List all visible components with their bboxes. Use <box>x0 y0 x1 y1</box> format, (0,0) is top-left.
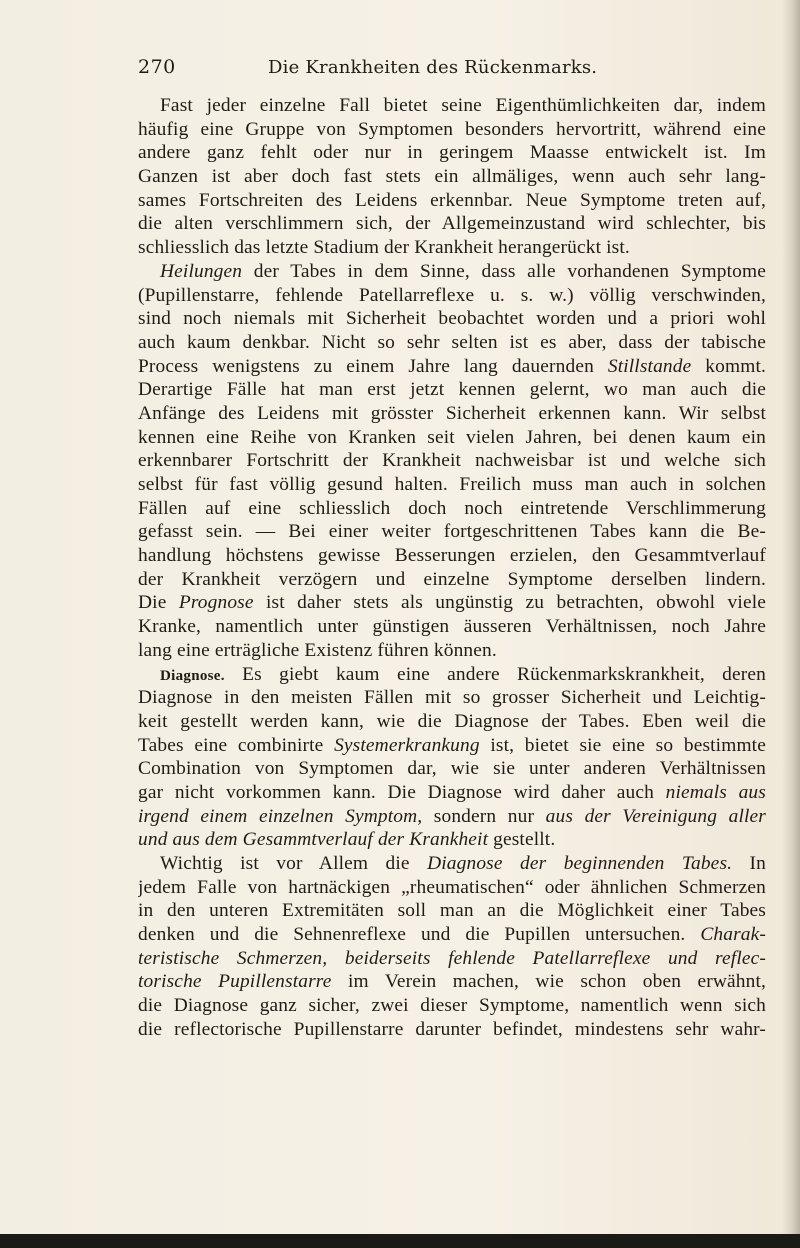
text-line: Ganzen ist aber doch fast stets ein allmäliges, wenn auch sehr lang- <box>138 166 766 188</box>
text-line: Fast jeder einzelne Fall bietet seine Eigenthümlichkeiten dar, indem <box>160 95 766 116</box>
text-line: gefasst sein. — Bei einer weiter fortgeschrittenen Tabes kann die Be- <box>138 521 766 543</box>
italic-term: teristische Schmerzen, beiderseits fehlende Patellarreflexe und reflec- <box>138 947 766 969</box>
body-text <box>138 94 766 1042</box>
text-line: kennen eine Reihe von Kranken seit vielen Jahren, bei denen kaum ein <box>138 426 766 448</box>
text-line: und aus dem Gesammtverlauf der Krankheit gestellt. <box>138 829 556 851</box>
text-line: andere ganz fehlt oder nur in geringem Maasse entwickelt ist. Im <box>138 142 766 164</box>
text-line: (Pupillenstarre, fehlende Patellarreflexe u. s. w.) völlig verschwinden, <box>138 284 766 306</box>
page-number: 270 <box>138 56 176 78</box>
italic-term: Systemerkrankung <box>334 734 480 756</box>
text-line: erkennbarer Fortschritt der Krankheit nachweisbar ist und welche sich <box>138 450 766 472</box>
text-line <box>138 947 766 971</box>
text-line: irgend einem einzelnen Symptom, sondern nur aus der Vereinigung aller <box>138 805 766 827</box>
page-header <box>138 56 778 82</box>
italic-term: torische Pupillenstarre <box>138 971 332 993</box>
text-line: Diagnose in den meisten Fällen mit so grosser Sicherheit und Leichtig- <box>138 687 766 709</box>
scan-bottom-border <box>0 1234 800 1248</box>
text-line: auch kaum denkbar. Nicht so sehr selten ist es aber, dass der tabische <box>138 331 766 353</box>
text-line: denken und die Sehnenreflexe und die Pupillen untersuchen. Charak- <box>138 924 766 946</box>
italic-term: aus der Vereinigung aller <box>545 805 766 827</box>
italic-term: niemals aus <box>665 781 766 803</box>
running-title: Die Krankheiten des Rückenmarks. <box>268 57 598 78</box>
italic-term: und aus dem Gesammtverlauf der Krankheit <box>138 829 489 851</box>
text-line: gar nicht vorkommen kann. Die Diagnose wird daher auch niemals aus <box>138 781 766 803</box>
text-line: Process wenigstens zu einem Jahre lang dauernden Stillstande kommt. <box>138 355 766 377</box>
text-line: der Krankheit verzögern und einzelne Symptome derselben lindern. <box>138 568 766 590</box>
paragraph-early-diagnosis <box>138 852 766 1042</box>
paragraph-course <box>138 94 766 260</box>
paragraph-prognosis <box>138 260 766 663</box>
text-line: jedem Falle von hartnäckigen „rheumatischen“ oder ähnlichen Schmerzen <box>138 876 766 898</box>
text-line: Anfänge des Leidens mit grösster Sicherheit erkennen kann. Wir selbst <box>138 402 766 424</box>
text-line: keit gestellt werden kann, wie die Diagnose der Tabes. Eben weil die <box>138 710 766 732</box>
text-line: häufig eine Gruppe von Symptomen besonders hervortritt, während eine <box>138 118 766 140</box>
italic-term: Stillstande <box>607 355 692 377</box>
text-line: die Diagnose ganz sicher, zwei dieser Symptome, namentlich wenn sich <box>138 995 766 1017</box>
italic-term: Prognose <box>178 592 254 614</box>
text-line: selbst für fast völlig gesund halten. Freilich muss man auch in solchen <box>138 474 766 495</box>
text-line: schliesslich das letzte Stadium der Krankheit herangerückt ist. <box>138 237 630 259</box>
text-line: Fällen auf eine schliesslich doch noch eintretende Verschlimmerung <box>138 497 766 519</box>
text-line: Die Prognose ist daher stets als ungünstig zu betrachten, obwohl viele <box>138 592 766 614</box>
italic-term: Diagnose der beginnenden Tabes. <box>427 853 733 874</box>
text-line: Wichtig ist vor Allem die Diagnose der beginnenden Tabes. In <box>160 853 766 874</box>
text-line: handlung höchstens gewisse Besserungen erzielen, den Gesammtverlauf <box>138 545 766 567</box>
italic-term: irgend einem einzelnen Symptom, <box>138 805 423 827</box>
italic-term: Heilungen <box>160 260 243 282</box>
text-line: Combination von Symptomen dar, wie sie unter anderen Verhältnissen <box>138 758 766 780</box>
text-line: die alten verschlimmern sich, der Allgemeinzustand wird schlechter, bis <box>138 213 766 235</box>
paragraph-diagnosis <box>138 663 766 853</box>
italic-term: Charak- <box>700 924 766 946</box>
text-line: Tabes eine combinirte Systemerkrankung ist, bietet sie eine so bestimmte <box>138 734 766 756</box>
text-line: Heilungen der Tabes in dem Sinne, dass alle vorhandenen Symptome <box>160 260 766 282</box>
text-line: in den unteren Extremitäten soll man an die Möglichkeit einer Tabes <box>138 900 766 922</box>
text-line: sames Fortschreiten des Leidens erkennbar. Neue Symptome treten auf, <box>138 189 766 211</box>
text-line: Diagnose. Es giebt kaum eine andere Rückenmarkskrankheit, deren <box>160 663 766 685</box>
page-edge-shadow <box>782 0 800 1248</box>
text-line: die reflectorische Pupillenstarre darunter befindet, mindestens sehr wahr- <box>138 1018 766 1040</box>
section-marginal-heading: Diagnose. <box>160 667 225 684</box>
text-line: torische Pupillenstarre im Verein machen, wie schon oben erwähnt, <box>138 971 766 993</box>
text-line: sind noch niemals mit Sicherheit beobachtet worden und a priori wohl <box>138 308 766 330</box>
text-line: lang eine erträgliche Existenz führen können. <box>138 639 497 661</box>
text-line: Derartige Fälle hat man erst jetzt kennen gelernt, wo man auch die <box>138 379 766 401</box>
text-line: Kranke, namentlich unter günstigen äusseren Verhältnissen, noch Jahre <box>138 616 766 638</box>
